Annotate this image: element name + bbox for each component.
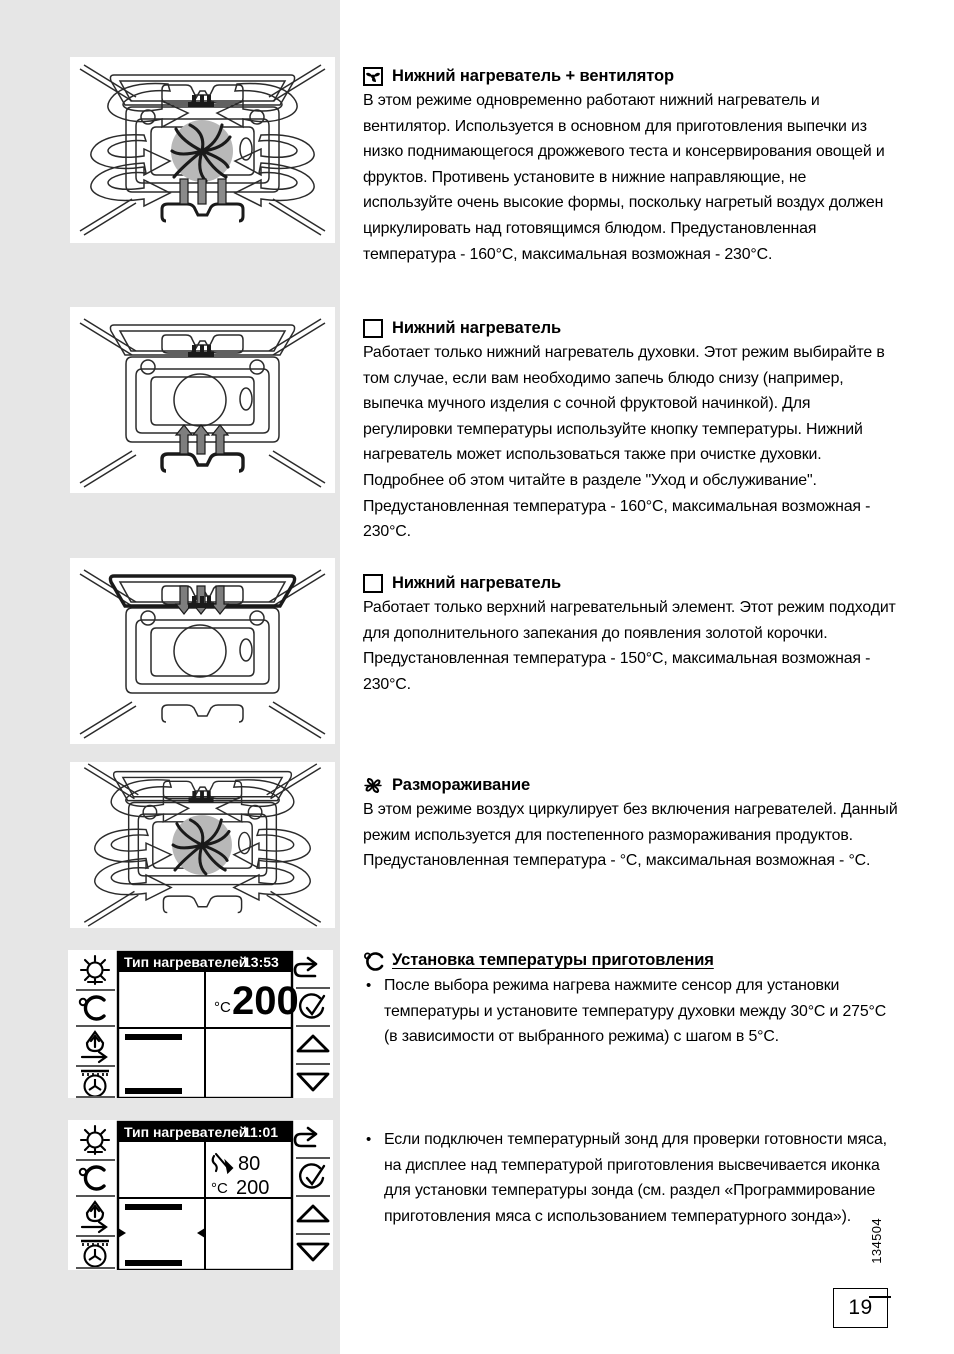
section-heading [363, 775, 898, 795]
section-body: В этом режиме воздух циркулирует без включения нагревателей. Данный режим используется для постепенного размораживания продуктов. Предустановленная температура - °C, максимальная возможная - °C. [363, 801, 898, 870]
display-temperature [68, 950, 333, 1098]
oven-defrost-diagram [70, 762, 335, 928]
section-temperature-setting [363, 950, 898, 1050]
pinwheel-fan-icon [363, 776, 383, 795]
section-body: В этом режиме одновременно работают нижний нагреватель и вентилятор. Используется в основном для приготовления выпечки из низко поднимающегося дрожжевого теста и консервирования овощей и фруктов. Противень установите в нижние направляющие, не используйте очень высокие формы, поскольку нагретый воздух должен циркулировать над готовящимся блюдом. Предустановленная температура - 160°C, максимальная возможная - 230°C. [363, 92, 885, 263]
temperature-bullet-list [363, 973, 898, 1050]
oven-bottom-heater-diagram [70, 307, 335, 493]
probe-bullet-list [363, 1127, 898, 1229]
section-title: Нижний нагреватель [392, 319, 562, 337]
section-title: Нижний нагреватель + вентилятор [392, 67, 674, 85]
section-bottom-heater [363, 318, 898, 545]
display2-clock: 11:01 [243, 1124, 279, 1140]
document-code: 134504 [869, 1218, 884, 1264]
section-title: Размораживание [392, 776, 531, 794]
bottom-heater-square-icon [363, 319, 383, 338]
oven-bottom-heater-fan-diagram [70, 57, 335, 243]
top-heater-square-icon [363, 574, 383, 593]
display1-value: 200 [232, 979, 299, 1023]
display1-unit: °C [214, 999, 231, 1016]
celsius-icon [363, 951, 383, 970]
section-heading [363, 573, 898, 593]
display2-value: 200 [236, 1177, 270, 1199]
section-body: Работает только верхний нагревательный элемент. Этот режим подходит для дополнительного запекания до появления золотой корочки. Предустановленная температура - 150°C, максимальная возможная - 230°C. [363, 599, 896, 693]
list-item-text: После выбора режима нагрева нажмите сенсор для установки температуры и установите температуру духовки между 30°C и 275°C (в зависимости от выбранного режима) с шагом в 5°C. [384, 977, 887, 1046]
list-item [363, 1127, 898, 1229]
display1-clock: 13:53 [243, 954, 279, 970]
list-item-text: Если подключен температурный зонд для проверки готовности мяса, на дисплее над температурой приготовления высвечивается иконка для установки температуры зонда (см. раздел «Программирование приготовления мяса с использованием температурного зонда»). [384, 1131, 887, 1225]
section-heading [363, 66, 898, 86]
bullet-marker: • [366, 977, 372, 994]
section-title: Установка температуры приготовления [392, 951, 714, 969]
display2-unit: °C [211, 1180, 228, 1197]
list-item [363, 973, 898, 1050]
section-top-heater [363, 573, 898, 697]
section-heading [363, 318, 898, 338]
display1-title: Тип нагревателей [124, 954, 248, 970]
section-body: Работает только нижний нагреватель духовки. Этот режим выбирайте в том случае, если вам необходимо запечь блюдо снизу (например, выпечка мучного изделия с сочной фруктовой начинкой). Для регулировки температуры используйте кнопку температуры. Нижний нагреватель может использоваться также при очистке духовки. Подробнее об этом читайте в разделе "Уход и обслуживание". Предустановленная температура - 160°C, максимальная возможная - 230°C. [363, 344, 885, 541]
oven-top-heater-diagram [70, 558, 335, 744]
section-title: Нижний нагреватель [392, 574, 562, 592]
section-bottom-heater-fan [363, 66, 898, 267]
display2-probe-value: 80 [238, 1153, 261, 1175]
fan-in-square-icon [363, 67, 383, 86]
section-defrost [363, 775, 898, 874]
display-probe [68, 1120, 333, 1270]
display2-title: Тип нагревателей [124, 1124, 248, 1140]
section-probe-note [363, 1127, 898, 1229]
section-heading [363, 950, 898, 970]
bullet-marker: • [366, 1131, 372, 1148]
page-number: 19 [833, 1288, 888, 1328]
